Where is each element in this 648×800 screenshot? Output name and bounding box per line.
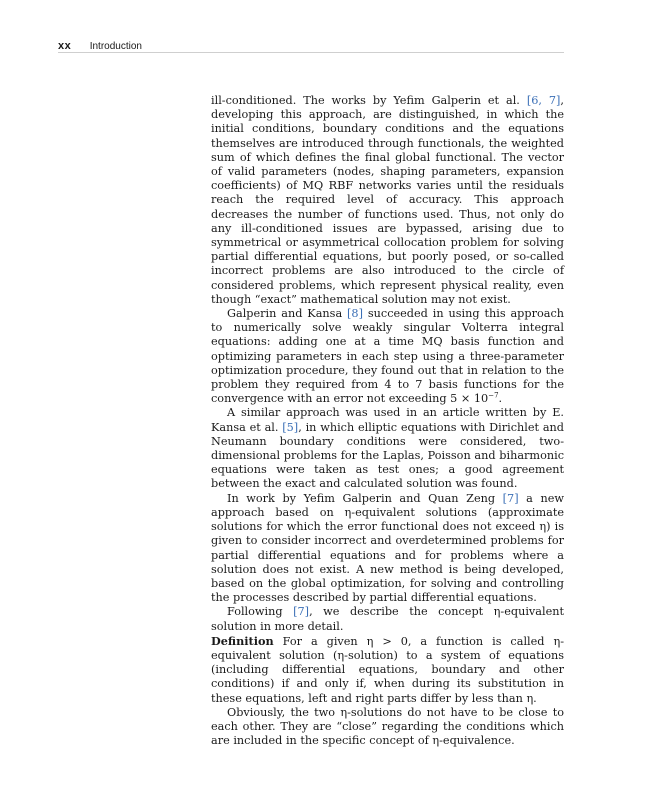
paragraph-2 bbox=[211, 307, 564, 406]
paragraph-6 bbox=[211, 706, 564, 749]
definition-term: Definition bbox=[211, 633, 274, 648]
paragraph-2-end: . bbox=[498, 392, 503, 406]
paragraph-5-text: Following bbox=[227, 605, 283, 619]
paragraph-3-text: A similar approach was used in an article written by E. Kansa et al. bbox=[211, 406, 564, 434]
chapter-title: Introduction bbox=[89, 41, 142, 52]
citation-link[interactable]: [6, 7] bbox=[526, 94, 561, 107]
exponent: −7 bbox=[488, 391, 499, 400]
citation-link[interactable]: [5] bbox=[282, 420, 299, 434]
paragraph-2-text-cont: succeeded in using this approach to numerically solve weakly singular Volterra integral equations: adding one at a time MQ basis function and optimizing parameters in each step using a three-parameter optimization procedure, they found out that in relation to the problem they required from 4 to 7 basis functions for the convergence with an error not exceeding 5 × 10 bbox=[211, 307, 564, 406]
paragraph-4-text: In work by Yefim Galperin and Quan Zeng bbox=[227, 491, 496, 505]
paragraph-3 bbox=[211, 406, 564, 491]
paragraph-6-text: Obviously, the two η-solutions do not have to be close to each other. They are “close” regarding the conditions which are included in the specific concept of η-equivalence. bbox=[211, 705, 564, 748]
page-number: xx bbox=[58, 40, 72, 52]
paragraph-3-text-cont: , in which elliptic equations with Dirichlet and Neumann boundary conditions were considered, two-dimensional problems for the Laplas, Poisson and biharmonic equations were taken as test ones; a good agreement between the exact and calculated solution was found. bbox=[211, 420, 564, 491]
paragraph-1-text: ill-conditioned. The works by Yefim Galperin et al. bbox=[211, 94, 520, 107]
paragraph-1-text-cont: , developing this approach, are distinguished, in which the initial conditions, boundary conditions and the equations themselves are introduced through functionals, the weighted sum of which defines the final global functional. The vector of valid parameters (nodes, shaping parameters, expansion coefficients) of MQ RBF networks varies until the residuals reach the required level of accuracy. This approach decreases the number of functions used. Thus, not only do any ill-conditioned issues are bypassed, arising due to symmetrical or asymmetrical collocation problem for solving partial differential equations, but poorly posed, or so-called incorrect problems are also introduced to the circle of considered problems, which represent physical reality, even though “exact” mathematical solution may not exist. bbox=[211, 94, 564, 306]
paragraph-2-text: Galperin and Kansa bbox=[227, 307, 343, 321]
paragraph-5-text-cont: , we describe the concept η-equivalent solution in more detail. bbox=[211, 605, 565, 633]
paragraph-4 bbox=[211, 492, 564, 606]
citation-link[interactable]: [7] bbox=[502, 491, 519, 505]
main-text bbox=[211, 94, 564, 748]
running-header bbox=[58, 36, 564, 53]
paragraph-5 bbox=[211, 605, 564, 633]
paragraph-1 bbox=[211, 94, 564, 307]
citation-link[interactable]: [8] bbox=[347, 307, 363, 321]
definition-paragraph bbox=[211, 634, 564, 706]
definition-text: For a given η > 0, a function is called η-equivalent solution (η-solution) to a system of equations (including differential equations, boundary and other conditions) if and only if, when during its substitution in these equations, left and right parts differ by less than η. bbox=[211, 634, 564, 705]
citation-link[interactable]: [7] bbox=[293, 605, 310, 619]
paragraph-4-text-cont: a new approach based on η-equivalent solutions (approximate solutions for which the error functional does not exceed η) is given to consider incorrect and overdetermined problems for partial differential equations and for problems where a solution does not exist. A new method is being developed, based on the global optimization, for solving and controlling the processes described by partial differential equations. bbox=[211, 491, 564, 605]
